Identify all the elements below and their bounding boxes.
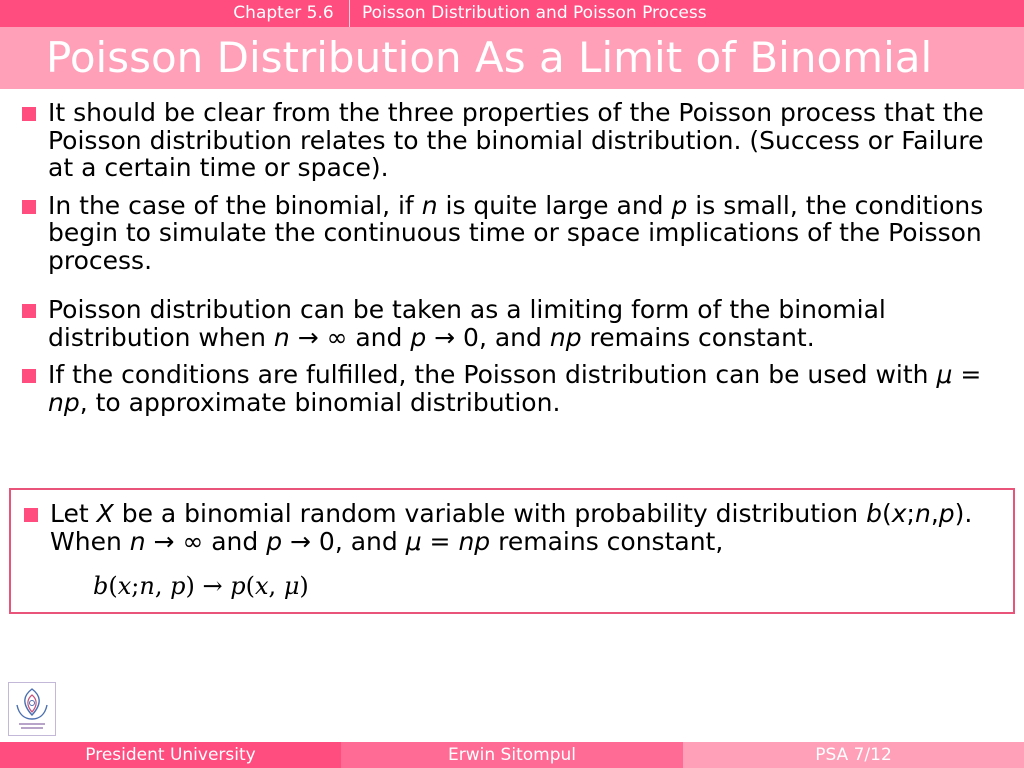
bullet-text: ( [881,499,892,528]
limit-formula [93,572,309,600]
var-x: x [891,499,907,528]
formula-p: p [230,572,246,600]
formula-comma: , [154,572,171,600]
title-bar [0,27,1024,89]
bullet-text: = [952,360,982,389]
formula-semicolon: ; [131,572,140,600]
footer-institution: President University [0,742,341,768]
formula-mu: μ [283,572,300,600]
bullet-square-icon [22,200,36,214]
chapter-label: Chapter 5.6 [233,3,334,23]
bullet-text: is quite large and [437,190,672,220]
var-p: p [410,322,427,352]
var-mu: μ [936,360,953,389]
bullet-list [22,99,1012,416]
bullet-item [22,99,1012,182]
bullet-text: It should be clear from the three properties of the Poisson process that the Poisson distribution relates to the binomial distribution. (Success or Failure at a certain time or space). [48,98,984,182]
bullet-square-icon [22,304,36,318]
var-np: np [549,322,582,352]
bullet-text: is small, the conditions begin to simulate the continuous time or space implications of the Poisson process. [48,190,984,275]
var-n: n [273,322,290,352]
bullet-text: Let [50,499,97,528]
var-mu: μ [405,526,422,556]
bullet-text: be a binomial random variable with probability distribution [113,499,867,528]
bullet-text: ; [906,499,915,528]
bullet-item [24,500,1020,555]
formula-b: b [93,572,109,600]
bullet-text: → ∞ and [145,526,267,556]
theorem-box [9,488,1015,614]
var-np: np [458,526,491,556]
subject-label: Poisson Distribution and Poisson Process [362,3,707,23]
formula-paren: ) [185,572,195,600]
var-x: X [96,499,114,528]
footer-author: Erwin Sitompul [341,742,683,768]
formula-n: n [139,572,155,600]
formula-paren: ( [245,572,255,600]
bullet-text: = [421,526,459,556]
bullet-text: → 0, and [282,526,406,556]
footer-page: PSA 7/12 [683,742,1024,768]
bullet-item [22,192,1012,275]
var-p: p [266,526,283,556]
bullet-text: In the case of the binomial, if [48,190,422,220]
bullet-text: ). When [50,499,973,556]
var-n: n [129,526,146,556]
bullet-text: remains constant, [490,526,724,556]
bullet-item [22,361,1012,416]
bullet-text: → ∞ and [289,322,411,352]
bullet-text: Poisson distribution can be taken as a limiting form of the binomial distribution when [48,295,886,352]
bullet-square-icon [22,107,36,121]
header-bar [0,0,1024,27]
bullet-item [22,296,1012,351]
formula-p: p [170,572,186,600]
bullet-text: , [930,499,939,528]
formula-x: x [255,572,269,600]
footer-bar [0,742,1024,768]
formula-comma: , [268,572,284,600]
header-divider [349,0,350,27]
bullet-text: If the conditions are fulfilled, the Poisson distribution can be used with [48,360,937,389]
bullet-text: remains constant. [581,322,815,352]
var-b: b [866,499,882,528]
formula-paren: ) [299,572,309,600]
formula-x: x [117,572,132,600]
var-np: np [48,387,80,417]
bullet-square-icon [22,369,36,383]
president-university-logo-icon [8,682,56,736]
bullet-text: → 0, and [426,322,550,352]
var-p: p [938,499,955,528]
var-n: n [914,499,931,528]
formula-arrow: → [194,572,231,600]
bullet-square-icon [24,508,38,522]
bullet-text: , to approximate binomial distribution. [79,387,561,417]
var-n: n [421,190,438,220]
var-p: p [671,190,688,220]
slide-title: Poisson Distribution As a Limit of Binomial [46,33,933,82]
formula-paren: ( [108,572,118,600]
